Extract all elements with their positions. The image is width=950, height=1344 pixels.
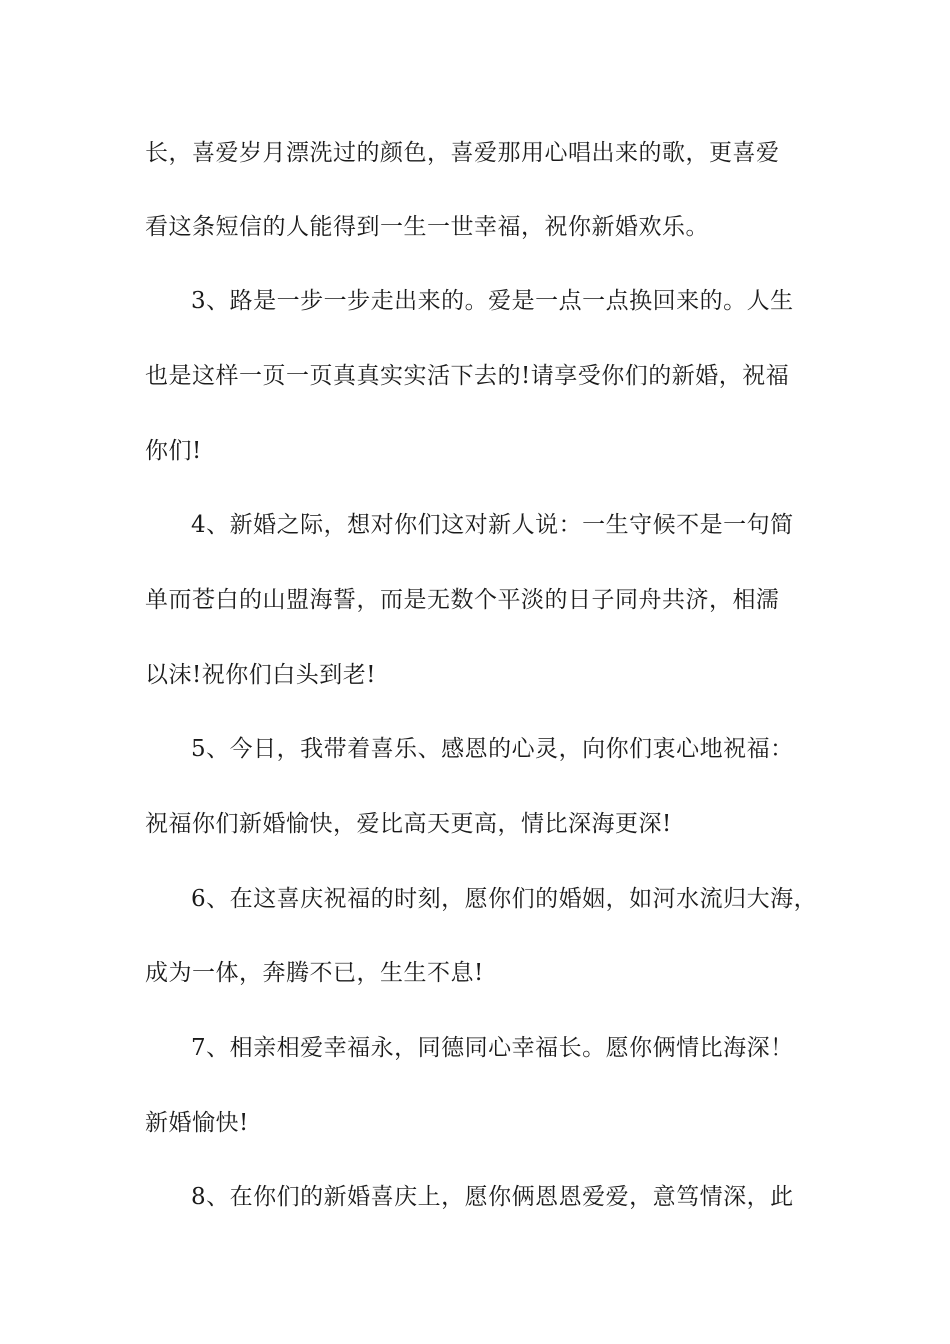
paragraph-4-start: 4、新婚之际，想对你们这对新人说：一生守候不是一句简	[191, 512, 794, 538]
paragraph-8-start: 8、在你们的新婚喜庆上，愿你俩恩恩爱爱，意笃情深，此	[191, 1184, 794, 1210]
text-line: 以沫!祝你们白头到老!	[145, 662, 376, 688]
text-line: 看这条短信的人能得到一生一世幸福，祝你新婚欢乐。	[145, 214, 709, 240]
text-line: 新婚愉快!	[145, 1110, 249, 1136]
text-line: 也是这样一页一页真真实实活下去的!请享受你们的新婚，祝福	[145, 363, 790, 389]
paragraph-7-start: 7、相亲相爱幸福永，同德同心幸福长。愿你俩情比海深！	[191, 1035, 794, 1061]
text-line: 长，喜爱岁月漂洗过的颜色，喜爱那用心唱出来的歌，更喜爱	[145, 140, 780, 166]
paragraph-5-start: 5、今日，我带着喜乐、感恩的心灵，向你们衷心地祝福：	[191, 736, 794, 762]
text-line: 单而苍白的山盟海誓，而是无数个平淡的日子同舟共济，相濡	[145, 587, 780, 613]
text-line: 你们!	[145, 438, 202, 464]
paragraph-6-start: 6、在这喜庆祝福的时刻，愿你们的婚姻，如河水流归大海，	[191, 886, 818, 912]
paragraph-3-start: 3、路是一步一步走出来的。爱是一点一点换回来的。人生	[191, 288, 794, 314]
text-line: 成为一体，奔腾不已，生生不息!	[145, 960, 484, 986]
text-line: 祝福你们新婚愉快，爱比高天更高，情比深海更深!	[145, 811, 672, 837]
